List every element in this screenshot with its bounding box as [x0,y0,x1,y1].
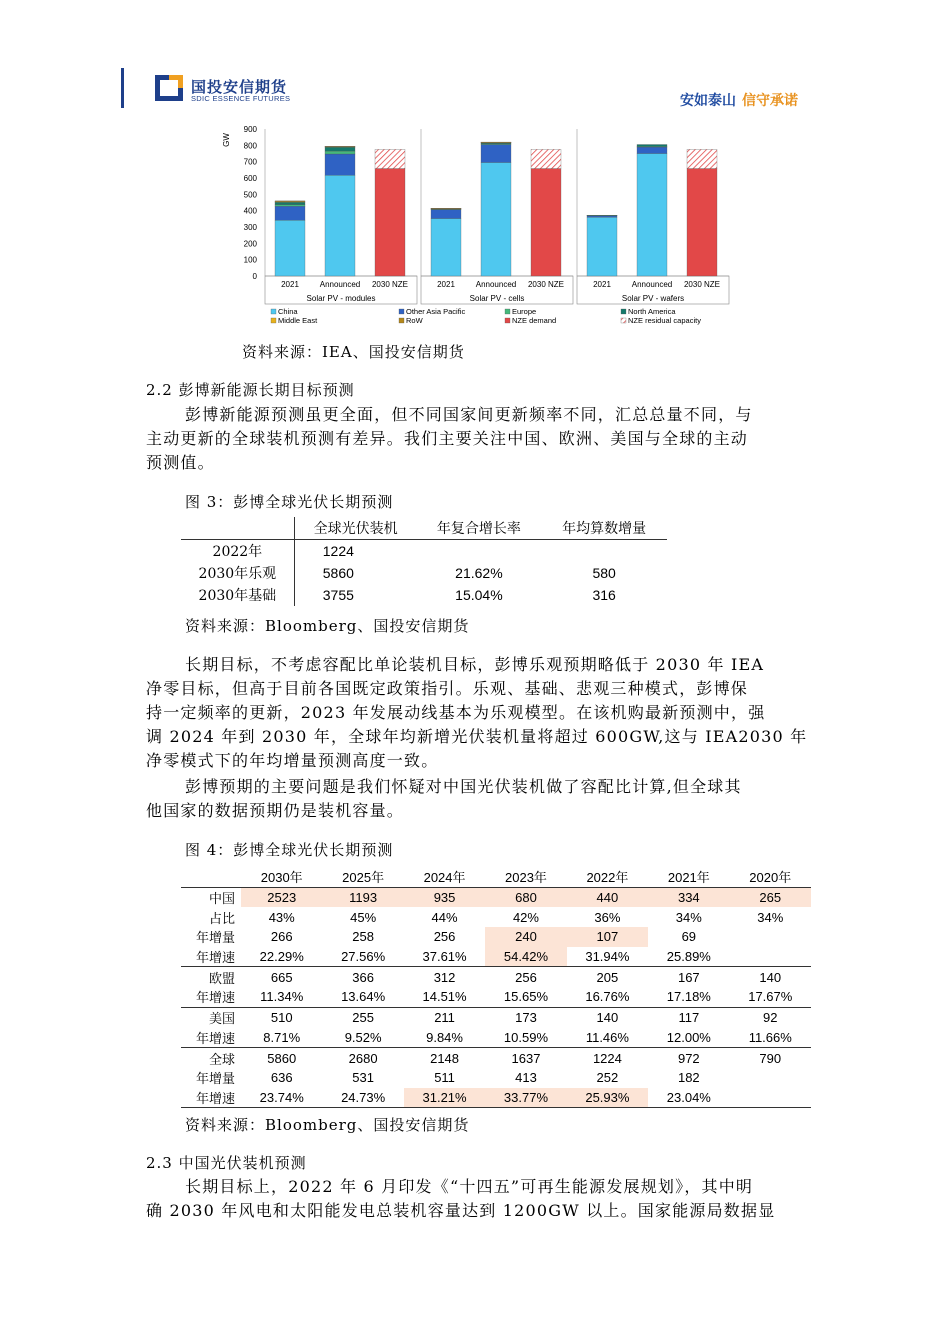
table-cell: 636 [270,1070,293,1086]
table-header-row [181,867,811,887]
row-label: 年增速 [195,991,235,1007]
x-tick-label: 2030 NZE [527,280,565,289]
y-tick-label: 0 [252,272,257,281]
table-cell: 182 [677,1070,700,1086]
table-cell: 11.66% [748,1029,792,1045]
table-cell: 13.64% [341,989,386,1005]
table-cell: 31.94% [585,949,630,965]
table-cell: 1637 [511,1050,541,1066]
slogan-part-1: 安如泰山 [680,92,736,108]
table-cell: 10.59% [503,1029,549,1045]
table-cell: 265 [730,887,811,907]
sec23-line-1: 长期目标上，2022 年 6 月印发《“十四五”可再生能源发展规划》，其中明 [185,1177,754,1196]
table-cell: 11.34% [260,989,304,1005]
table-cell: 580 [592,565,616,581]
sec23-line-2: 确 2030 年风电和太阳能发电总装机容量达到 1200GW 以上。国家能源局数据显 [146,1201,776,1220]
table-cell: 14.51% [422,989,467,1005]
table-cell [417,540,542,563]
table-cell: 2030年乐观 [198,566,277,582]
bar-segment [325,146,355,147]
table-header-cell [181,867,241,887]
bar-segment [275,205,305,207]
legend-label: NZE residual capacity [628,316,701,325]
legend-swatch [399,318,404,323]
table-cell: 1224 [592,1050,622,1066]
bar-segment [325,154,355,175]
table-cell: 252 [596,1070,619,1086]
sec22-line-3: 预测值。 [146,453,215,472]
table-cell [541,540,667,563]
figure-4-source: 资料来源：Bloomberg、国投安信期货 [185,1116,470,1134]
table-row [181,967,811,987]
bar-segment [587,215,617,216]
table-cell: 8.71% [263,1029,301,1045]
table-cell: 2523 [241,887,322,907]
table-cell: 1193 [322,887,403,907]
panel-title: Solar PV - modules [306,294,376,303]
para2-line-1: 长期目标，不考虑容配比单论装机目标，彭博乐观预期略低于 2030 年 IEA [185,655,765,674]
table-row [181,1028,811,1048]
figure-3-caption: 图 3：彭博全球光伏长期预测 [185,493,394,511]
figure-4-table [181,867,811,1108]
sec22-line-1: 彭博新能源预测虽更全面，但不同国家间更新频率不同，汇总总量不同，与 [185,405,753,424]
table-cell: 255 [352,1010,374,1026]
table-row [181,947,811,967]
table-row [181,987,811,1007]
table-cell: 510 [270,1010,293,1026]
row-label: 全球 [208,1052,235,1068]
row-label: 中国 [208,892,235,908]
table-cell: 140 [759,969,782,985]
bar-segment [325,147,355,151]
table-cell: 211 [434,1010,455,1026]
table-cell: 2680 [348,1050,378,1066]
table-cell [730,927,811,947]
table-header-cell: 年复合增长率 [436,521,521,537]
table-cell: 935 [404,887,485,907]
bar-segment [481,142,511,143]
section-2-2-heading: 2.2 彭博新能源长期目标预测 [146,381,355,399]
x-tick-label: Announced [319,280,361,289]
legend-label: RoW [406,316,423,325]
table-cell: 117 [678,1010,700,1026]
table-cell: 92 [763,1010,778,1026]
bar-segment [325,151,355,154]
legend-label: China [278,307,298,316]
table-header-cell: 2025年 [342,870,385,886]
bar-segment [481,145,511,163]
bar-segment [687,149,717,168]
panel-title: Solar PV - wafers [621,294,685,303]
table-cell: 31.21% [404,1088,485,1108]
table-cell: 665 [270,969,293,985]
table-cell: 107 [567,927,648,947]
table-row [181,1088,811,1108]
table-cell: 9.84% [426,1029,463,1045]
legend-swatch [621,318,626,323]
row-label: 占比 [208,911,235,927]
table-cell: 23.74% [259,1089,304,1105]
legend-label: NZE demand [512,316,557,325]
y-axis-label: GW [222,133,231,147]
table-header-cell: 年均算数增量 [562,521,647,537]
bar-segment [431,219,461,276]
para2-line-5: 净零模式下的年均增量预测高度一致。 [146,751,439,770]
table-cell: 258 [352,929,374,945]
table-header-cell: 2022年 [586,870,629,886]
x-tick-label: 2021 [437,280,455,289]
legend-label: Middle East [278,316,318,325]
table-cell: 42% [512,909,539,925]
table-cell: 9.52% [344,1029,382,1045]
table-cell: 531 [352,1070,374,1086]
logo-text-cn: 国投安信期货 [191,79,288,96]
bar-segment [531,149,561,168]
table-cell: 1224 [294,540,416,563]
table-cell: 266 [270,929,293,945]
bar-segment [375,169,405,276]
table-cell: 11.46% [585,1029,629,1045]
x-tick-label: 2021 [281,280,299,289]
y-tick-label: 700 [243,157,257,167]
sec22-line-2: 主动更新的全球装机预测有差异。我们主要关注中国、欧洲、美国与全球的主动 [146,429,749,448]
y-tick-label: 500 [243,190,257,200]
row-label: 年增量 [195,1072,235,1088]
para2-line-2: 净零目标，但高于目前各国既定政策指引。乐观、基础、悲观三种模式，彭博保 [146,679,749,698]
table-cell: 16.76% [585,989,630,1005]
table-cell: 27.56% [341,949,386,965]
table-header-cell: 2023年 [505,870,547,886]
legend-swatch [505,309,510,314]
table-cell: 167 [677,969,700,985]
figure-top-source: 资料来源：IEA、国投安信期货 [242,343,465,361]
table-cell: 17.67% [748,989,793,1005]
table-cell [730,1068,811,1088]
table-cell: 2030年基础 [198,588,277,604]
legend-label: Other Asia Pacific [406,307,466,316]
row-label: 年增量 [195,931,235,947]
table-cell: 37.61% [422,949,467,965]
legend-label: Europe [512,307,537,316]
table-row [181,1007,811,1027]
bar-segment [637,154,667,277]
row-label: 年增速 [195,1091,235,1107]
table-cell: 36% [594,909,621,925]
table-cell: 69 [681,929,697,945]
legend-swatch [621,309,626,314]
table-row [181,584,667,606]
table-cell: 316 [592,587,616,603]
bar-segment [531,169,561,276]
bar-segment [687,169,717,276]
company-logo-icon [155,75,183,101]
table-cell: 33.77% [485,1088,566,1108]
figure-3-table [181,517,667,606]
bar-segment [637,145,667,147]
legend-swatch [505,318,510,323]
row-label: 欧盟 [208,971,235,987]
table-row [181,1048,811,1068]
bar-segment [375,149,405,168]
table-cell: 15.65% [503,989,549,1005]
y-tick-label: 300 [243,223,257,232]
table-cell: 790 [759,1050,782,1066]
y-tick-label: 900 [243,125,257,134]
section-2-3-heading: 2.3 中国光伏装机预测 [146,1154,307,1172]
logo-text-en: SDIC ESSENCE FUTURES [191,94,291,103]
table-cell: 511 [434,1070,455,1086]
bar-segment [275,201,305,202]
bar-segment [481,162,511,276]
table-cell: 24.73% [341,1089,386,1105]
table-row [181,540,667,563]
bar-segment [637,147,667,154]
para3-line-2: 他国家的数据预期仍是装机容量。 [146,801,405,820]
table-cell: 22.29% [259,949,304,965]
table-cell: 5860 [267,1050,297,1066]
table-cell: 680 [485,887,566,907]
iea-pv-manufacturing-chart [215,120,735,335]
table-cell: 17.18% [666,989,711,1005]
table-header-cell: 2024年 [423,870,466,886]
table-cell: 3755 [294,584,416,606]
table-cell: 25.93% [567,1088,648,1108]
y-tick-label: 600 [243,174,257,183]
header-slogan [680,90,798,110]
table-cell: 25.89% [666,949,711,965]
bar-segment [587,217,617,276]
legend-swatch [399,309,404,314]
table-row [181,887,811,907]
para3-line-1: 彭博预期的主要问题是我们怀疑对中国光伏装机做了容配比计算,但全球其 [185,777,742,796]
table-header-cell: 2020年 [749,870,792,886]
table-cell: 205 [596,969,619,985]
table-cell: 334 [648,887,729,907]
table-cell: 23.04% [666,1089,711,1105]
bar-segment [275,220,305,276]
table-header-row [181,517,667,540]
x-tick-label: 2030 NZE [683,280,721,289]
table-row [181,1068,811,1088]
bar-segment [431,210,461,219]
row-label: 美国 [208,1012,235,1028]
y-tick-label: 100 [243,255,257,265]
x-tick-label: 2030 NZE [371,280,409,289]
table-row [181,907,811,927]
y-tick-label: 200 [243,239,257,249]
y-tick-label: 800 [243,141,257,151]
x-tick-label: Announced [631,280,673,289]
table-cell: 972 [677,1050,700,1066]
x-tick-label: 2021 [593,280,611,289]
table-cell: 256 [433,929,456,945]
y-tick-label: 400 [243,206,257,216]
para2-line-3: 持一定频率的更新，2023 年发展动线基本为乐观模型。在该机购最新预测中，强 [146,703,766,722]
table-cell: 45% [350,909,377,925]
x-tick-label: Announced [475,280,517,289]
table-cell: 140 [596,1010,619,1026]
table-header-cell: 2021年 [667,870,710,886]
table-cell: 312 [433,969,456,985]
bar-segment [275,206,305,220]
table-cell: 173 [515,1010,537,1026]
legend-swatch [271,309,276,314]
table-cell: 21.62% [455,565,503,581]
table-cell: 366 [352,969,374,985]
table-cell: 440 [567,887,648,907]
table-cell [730,1088,811,1108]
slogan-part-2: 信守承诺 [742,92,798,108]
table-cell: 2148 [430,1050,460,1066]
table-cell: 5860 [294,562,416,584]
table-cell: 256 [515,969,537,985]
table-header-cell: 全球光伏装机 [294,517,416,540]
table-cell [730,947,811,967]
table-cell: 12.00% [666,1029,711,1045]
table-cell: 15.04% [455,587,503,603]
table-cell: 54.42% [485,947,566,967]
header-accent-bar [121,68,124,108]
table-cell: 413 [515,1070,537,1086]
para2-line-4: 调 2024 年到 2030 年，全球年均新增光伏装机量将超过 600GW,这与 IEA2030 年 [146,727,808,746]
table-cell: 34% [675,909,702,925]
table-cell: 2022年 [212,544,263,560]
table-cell: 240 [485,927,566,947]
table-row [181,927,811,947]
table-cell: 34% [757,909,784,925]
figure-4-caption: 图 4：彭博全球光伏长期预测 [185,841,394,859]
bar-segment [275,202,305,204]
panel-title: Solar PV - cells [469,294,525,303]
row-label: 年增速 [195,1031,235,1047]
bar-segment [431,208,461,209]
legend-label: North America [628,307,676,316]
row-label: 年增速 [195,951,235,967]
table-cell: 43% [268,909,295,925]
table-cell: 44% [431,909,458,925]
table-header-cell: 2030年 [260,870,303,886]
legend-swatch [271,318,276,323]
figure-3-source: 资料来源：Bloomberg、国投安信期货 [185,617,470,635]
table-header-cell [181,517,294,540]
table-row [181,562,667,584]
bar-segment [325,175,355,276]
